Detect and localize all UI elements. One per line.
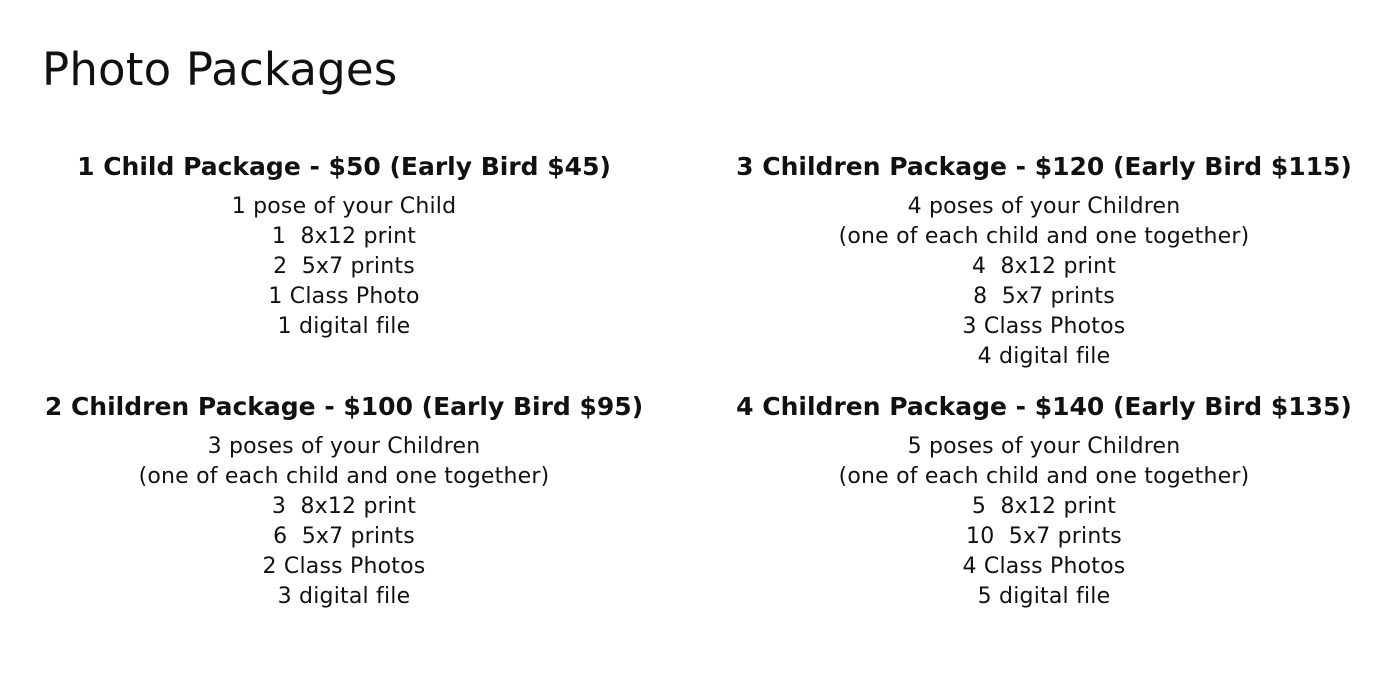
package-item: 5 digital file [977,584,1111,609]
package-items [722,192,1366,372]
package-3-children [722,150,1366,372]
package-item: (one of each child and one together) [838,224,1250,249]
package-item: 3 Class Photos [962,314,1126,339]
page-title: Photo Packages [42,43,398,96]
package-item: 8 5x7 prints [973,284,1115,309]
package-items [22,432,666,612]
package-heading: 4 Children Package - $140 (Early Bird $135) [736,392,1352,421]
package-item: 3 digital file [277,584,411,609]
package-item: 2 5x7 prints [273,254,415,279]
package-heading: 2 Children Package - $100 (Early Bird $95) [44,392,644,421]
package-item: 4 digital file [977,344,1111,369]
package-item: (one of each child and one together) [838,464,1250,489]
package-item: (one of each child and one together) [138,464,550,489]
package-item: 5 8x12 print [971,494,1117,519]
package-item: 1 digital file [277,314,411,339]
package-2-children [22,390,666,612]
package-1-child [22,150,666,342]
package-item: 1 8x12 print [271,224,417,249]
package-items [722,432,1366,612]
package-item: 3 8x12 print [271,494,417,519]
package-4-children [722,390,1366,612]
package-item: 2 Class Photos [262,554,426,579]
package-item: 1 Class Photo [268,284,420,309]
package-item: 5 poses of your Children [907,434,1181,459]
package-item: 4 8x12 print [971,254,1117,279]
package-item: 1 pose of your Child [231,194,457,219]
package-items [22,192,666,342]
package-item: 3 poses of your Children [207,434,481,459]
package-item: 4 poses of your Children [907,194,1181,219]
package-item: 4 Class Photos [962,554,1126,579]
package-heading: 1 Child Package - $50 (Early Bird $45) [77,152,611,181]
package-item: 10 5x7 prints [966,524,1122,549]
package-item: 6 5x7 prints [273,524,415,549]
package-heading: 3 Children Package - $120 (Early Bird $115) [736,152,1352,181]
